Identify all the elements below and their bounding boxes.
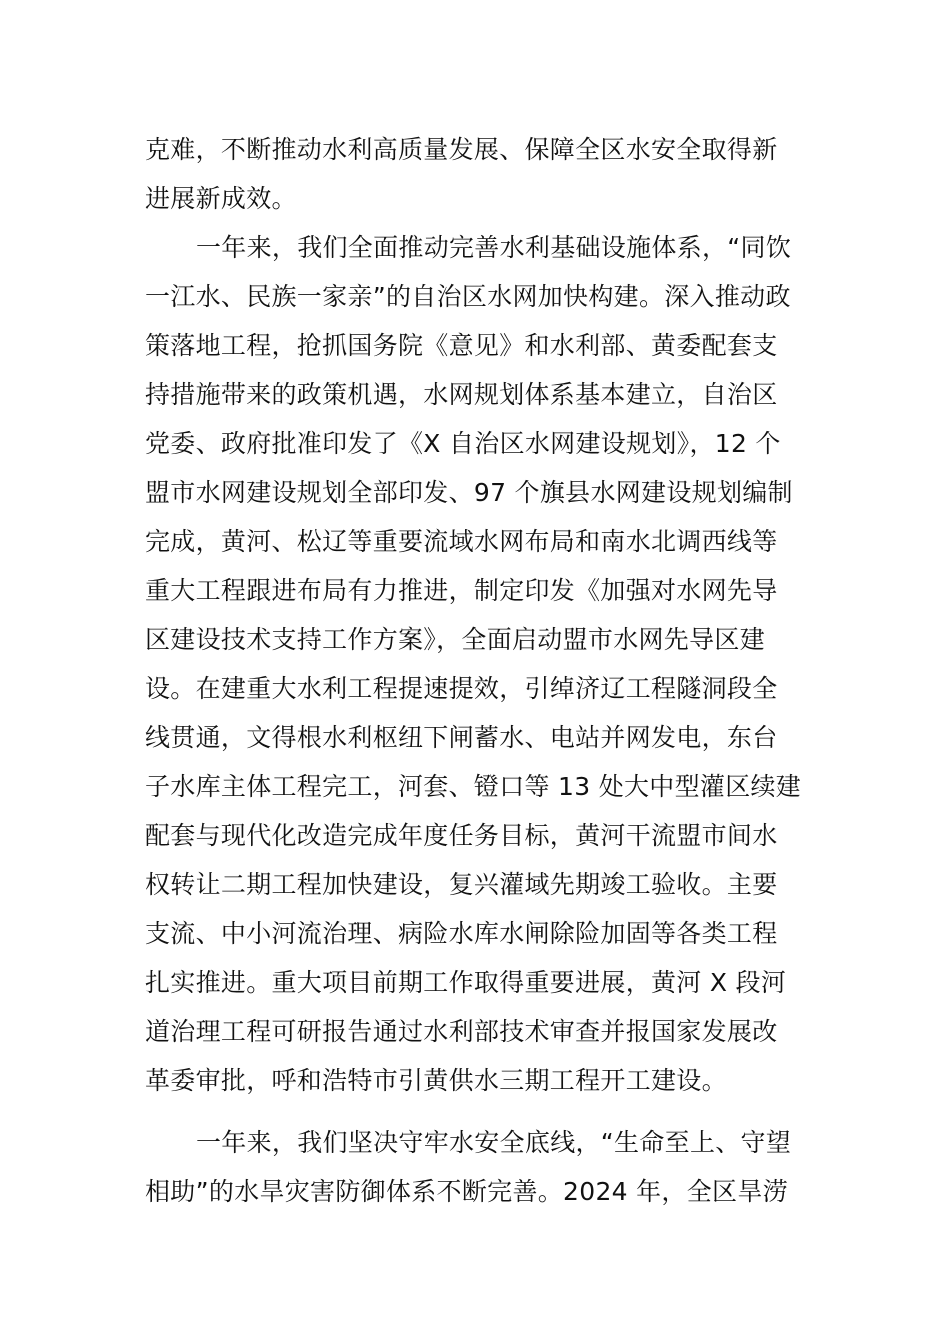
text-line: 设。在建重大水利工程提速提效，引绰济辽工程隧洞段全: [145, 674, 778, 703]
text-line: 进展新成效。: [145, 184, 297, 213]
text-line: 革委审批，呼和浩特市引黄供水三期工程开工建设。: [145, 1066, 727, 1095]
text-line: 完成，黄河、松辽等重要流域水网布局和南水北调西线等: [145, 527, 778, 556]
text-line: 线贯通，文得根水利枢纽下闸蓄水、电站并网发电，东台: [145, 723, 778, 752]
text-line: 支流、中小河流治理、病险水库水闸除险加固等各类工程: [145, 919, 778, 948]
text-line: 扎实推进。重大项目前期工作取得重要进展，黄河 X 段河: [145, 968, 787, 997]
text-line: 区建设技术支持工作方案》，全面启动盟市水网先导区建: [145, 625, 766, 654]
paragraph-first-line: 一年来，我们坚决守牢水安全底线，“生命至上、守望: [196, 1128, 792, 1157]
text-line: 子水库主体工程完工，河套、镫口等 13 处大中型灌区续建: [145, 772, 802, 801]
text-line: 相助”的水旱灾害防御体系不断完善。2024 年，全区旱涝: [145, 1177, 788, 1206]
text-line: 策落地工程，抢抓国务院《意见》和水利部、黄委配套支: [145, 331, 778, 360]
text-line: 盟市水网建设规划全部印发、97 个旗县水网建设规划编制: [145, 478, 793, 507]
text-line: 党委、政府批准印发了《X 自治区水网建设规划》，12 个: [145, 429, 781, 458]
text-line: 配套与现代化改造完成年度任务目标，黄河干流盟市间水: [145, 821, 778, 850]
text-line: 一江水、民族一家亲”的自治区水网加快构建。深入推动政: [145, 282, 791, 311]
text-line: 持措施带来的政策机遇，水网规划体系基本建立，自治区: [145, 380, 778, 409]
text-line: 权转让二期工程加快建设，复兴灌域先期竣工验收。主要: [145, 870, 778, 899]
text-line: 道治理工程可研报告通过水利部技术审查并报国家发展改: [145, 1017, 778, 1046]
paragraph-first-line: 一年来，我们全面推动完善水利基础设施体系，“同饮: [196, 233, 792, 262]
text-line: 重大工程跟进布局有力推进，制定印发《加强对水网先导: [145, 576, 778, 605]
text-line: 克难，不断推动水利高质量发展、保障全区水安全取得新: [145, 135, 778, 164]
